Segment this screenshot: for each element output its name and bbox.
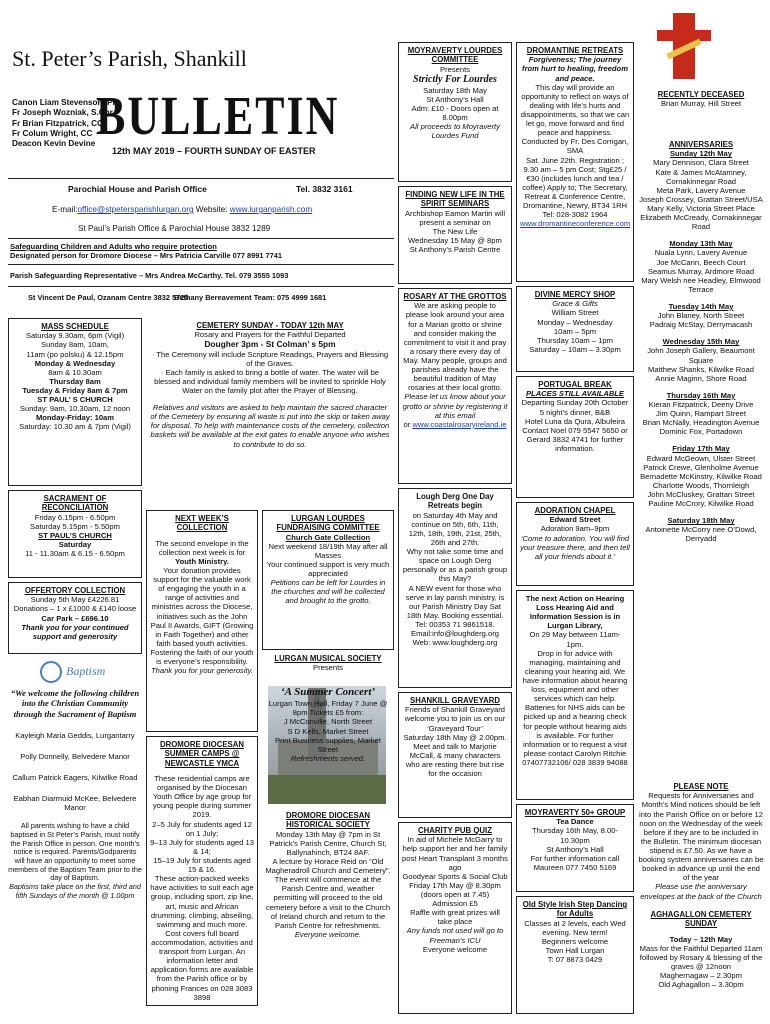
moyraverty-line: Adm: £10 - Doors open at 8.00pm (411, 104, 499, 123)
adoration-line: Adoration 9am–9pm (540, 524, 610, 534)
mass-line: Sunday: 9am, 10.30am, 12 noon (19, 404, 131, 414)
anniversary-name: John Blaney, North Street (657, 311, 745, 321)
quiz-title: CHARITY PUB QUIZ (418, 826, 492, 835)
offertory (8, 582, 142, 654)
moyraverty-line: Saturday 18th May (423, 85, 487, 95)
step-title: Old Style Irish Step Dancing for Adults (522, 900, 628, 919)
aghagallon-day: Today – 12th May (669, 934, 733, 944)
divine-mercy-line: Grace & Gifts (552, 299, 598, 309)
rosary-note: Please let us know about your grotto or shrine by registering it at this email (402, 392, 508, 420)
moyraverty-title: MOYRAVERTY LOURDES COMMITTEE (407, 46, 503, 65)
divine-mercy-line: William Street (551, 308, 599, 318)
offertory-line: Thank you for your continued support and generosity (21, 622, 129, 641)
graveyard-line: Saturday 18th May @ 2.00pm. (403, 732, 507, 742)
baptism-info: All parents wishing to have a child baptised in St Peter’s Parish, must notify the Parish Office in person. One month’s notice is required. Parents/Godparents will have an opportunity to meet some members of the Baptism Team prior to the day of Baptism. (8, 821, 142, 883)
anniversary-name: Mary Welsh nee Headley, Elmwood Terrace (641, 275, 761, 294)
hearing-line: On 29 May between 11am- 1pm. (529, 630, 621, 649)
quiz-line: Any funds not used will go to Freeman’s ICU (406, 926, 504, 945)
website-label: Website: (195, 205, 228, 214)
anniversaries (638, 140, 764, 544)
office-contacts (52, 205, 312, 215)
reconciliation-line: 11 - 11.30am & 6.15 - 6.50pm (25, 549, 125, 559)
baptism-name: Kayleigh Maria Geddis, Lurgantarry (15, 730, 135, 740)
lough-derg (398, 488, 512, 688)
adoration-title: ADORATION CHAPEL (534, 506, 616, 515)
deceased-name: Brian Murray, Hill Street (660, 99, 742, 109)
anniversaries-title: ANNIVERSARIES (668, 140, 734, 149)
group-50-line: For further information call (530, 853, 620, 863)
reconciliation-line: Saturday (58, 540, 92, 550)
collection-line: The second envelope in the collection next week is for (155, 538, 249, 557)
musical-line: Lurgan Town Hall, Friday 7 June @ 8pm Tickets £5 from: (268, 699, 388, 718)
reconciliation-line: Saturday 5.15pm - 5.50pm (30, 521, 120, 531)
anniversary-name: John Joseph Gallery, Beaumont Square (647, 346, 755, 365)
anniversary-name: Patrick Crewe, Glenholme Avenue (643, 462, 759, 472)
group-50-line: Thursday 16th May, 8.00-10.30pm (532, 826, 618, 845)
dromantine-details: Sat. June 22th. Registration ; 9.30 am – 5 pm Cost; Stg£25 / €30 (includes lunch and tea / coffee) Apply to; The Secretary, Retreat & Conference Centre, Dromantine, Newry, BT34 1RH Tel: 028-3082 1964 (522, 155, 628, 220)
musical-line: S D Kells, Market Street (287, 726, 369, 736)
offertory-title: OFFERTORY COLLECTION (24, 586, 126, 595)
parish-title: St. Peter’s Parish, Shankill (12, 46, 247, 71)
baptism-name: Callum Patrick Eagers, Kilwilke Road (12, 773, 138, 783)
group-50-subtitle: Tea Dance (556, 817, 594, 827)
cemetery-title: CEMETERY SUNDAY - TODAY 12th MAY (196, 321, 344, 330)
adoration-line: ‘Come to adoration. You will find your treasure there, and then tell all your friends about it.’ (520, 533, 630, 561)
lough-derg-line: A NEW event for those who serve in lay parish ministry, is our Parish Ministry Day Sat 18th May. Booking essential. Tel: 00353 71 9861518. Email:info@loughderg.org Web: www.loughderg.org (405, 583, 505, 648)
anniversary-name: Edward McGeown, Ulster Street (646, 453, 756, 463)
graveyard-line: Friends of Shankill Graveyard welcome you to join us on our ‘Graveyard Tour’ (404, 705, 506, 733)
musical-line: Refreshments served. (290, 753, 366, 763)
hearing-line: Batteries for NHS aids can be picked up and a hearing check for people without hearing aids is available. For further information or to request a visit please contact Carolyn Ritchie 07407732106/ 028 3839 94088 (522, 703, 628, 767)
musical-society (262, 654, 394, 672)
anniversary-name: Pauline McCrory, Kilwilke Road (648, 499, 754, 509)
lourdes-line: Next weekend 18/19th May after all Masses (268, 541, 388, 560)
mass-line: 11am (po polsku) & 12.15pm (26, 349, 124, 359)
email-link[interactable]: office@stpetersparishlurgan.org (77, 205, 194, 214)
anniversary-day: Saturday 18th May (667, 516, 735, 526)
lough-derg-line: on Saturday 4th May and continue on 5th, 6th, 11th, 12th, 18th, 19th, 21st, 25th, 26th and 27th. (408, 510, 502, 548)
clergy-name: Canon Liam Stevenson, PP (12, 98, 119, 107)
baptism-name: Polly Donnelly, Belvedere Manor (20, 752, 130, 762)
anniversary-name: Bernadette McKinstry, Kilwilke Road (640, 471, 762, 481)
shankill-graveyard (398, 692, 512, 818)
please-note-title: PLEASE NOTE (673, 782, 729, 791)
baptism-welcome: “We welcome the following children into the Christian Community through the Sacrament of Baptism (10, 688, 140, 719)
rosary-email-link[interactable]: www.coastalrosaryireland.ie (412, 419, 507, 429)
office-label: Parochial House and Parish Office (68, 184, 207, 194)
dromantine-retreats (516, 42, 634, 282)
rosary-text: We are asking people to please look around your area for a Marian grotto or shrine and consider making the commitment to visit it and pray a rosary there every day of May. Many people, groups and parishes already have the beautiful tradition of May rosaries at their local grotto. (403, 301, 507, 393)
summer-camps-title: DROMORE DIOCESAN SUMMER CAMPS @ NEWCASTLE YMCA (159, 740, 245, 768)
mass-line: Sunday 8am, 10am, (41, 340, 109, 350)
mass-line: Tuesday & Friday 8am & 7pm (22, 386, 128, 395)
seminars-line: St Anthony’s Parish Centre (409, 245, 501, 255)
anniversary-name: John McCluskey, Grattan Street (647, 489, 755, 499)
anniversary-name: Brian McNally, Headington Avenue (642, 418, 760, 428)
historical-title: DROMORE DIOCESAN HISTORICAL SOCIETY (285, 811, 371, 830)
clergy-list (12, 98, 118, 149)
adoration-chapel (516, 502, 634, 586)
st-pauls-office: St Paul’s Parish Office & Parochial House 3832 1289 (78, 224, 271, 233)
aghagallon-line: Mass for the Faithful Departed 11am followed by Rosary & blessing of the graves @ 12noon (639, 943, 763, 972)
musical-presents: Presents (313, 663, 343, 673)
mass-line: Saturday 9.30am, 6pm (Vigil) (25, 331, 125, 341)
irish-step-dancing (516, 896, 634, 1014)
historical-line: A lecture by Horace Reid on “Old Magheradroll Church and Cemetery”. (265, 857, 391, 876)
collection-line: Thank you for your generosity. (150, 666, 253, 676)
baptism-icon (40, 661, 62, 683)
baptism-logo-text: Baptism (66, 664, 106, 678)
camps-line: 9–13 July for students aged 13 & 14; (150, 837, 254, 856)
anniversary-day: Friday 17th May (672, 444, 730, 454)
moyraverty-lourdes (398, 42, 512, 182)
anniversary-day: Monday 13th May (669, 239, 733, 249)
next-collection-title: NEXT WEEK’S COLLECTION (175, 514, 229, 533)
step-line: Beginners welcome (541, 936, 609, 946)
dromantine-text: This day will provide an opportunity to reflect on ways of dealing with life’s hurts and disappointments, so that we can let go, move forward and find peace and happiness. Conducted by Fr. Des Corrigan, SMA (520, 82, 630, 156)
mass-line: Thursday 8am (49, 376, 101, 386)
divine-mercy-line: Saturday – 10am – 3.30pm (529, 344, 621, 354)
please-note-text: Requests for Anniversaries and Month’s Mind notices should be left into the Parish Office on or before 12 noon on the Wednesday of the week before if they are to be included in the Bulletin. The minimum diocesan stipend is £7.50. As we have a booking system anniversaries can be booked in advance up until the end of the year (638, 791, 764, 883)
lourdes-fundraising (262, 510, 394, 650)
clergy-name: Fr Joseph Wozniak, S.Chr (12, 108, 113, 118)
moyraverty-line: All proceeds to Moyraverty Lourdes Fund (410, 122, 500, 141)
rosary-email-prefix: or (403, 419, 411, 429)
quiz-line: Friday 17th May @ 8.30pm (doors open at 7.45) (409, 880, 501, 899)
camps-line: 15–19 July for students aged 15 & 16. (153, 856, 251, 875)
anniversary-name: Charlotte Woods, Thornleigh (652, 480, 750, 490)
camps-line: These residential camps are organised by the Diocesan Youth Office by age group for young people during summer 2019. (152, 774, 252, 820)
anniversary-day: Sunday 12th May (669, 149, 733, 159)
anniversary-day: Tuesday 14th May (668, 301, 734, 311)
quiz-line: Goodyear Sports & Social Club (402, 871, 508, 881)
clergy-name: Deacon Kevin Devine (12, 139, 96, 148)
historical-line: Monday 13th May @ 7pm in St Patrick’s Parish Centre, Church St, Ballynahinch, BT24 8AF. (269, 829, 387, 857)
cemetery-line: Rosary and Prayers for the Faithful Departed (194, 330, 346, 340)
aghagallon-line: Old Aghagallon – 3.30pm (658, 980, 744, 990)
anniversary-name: Seamus Murray, Ardmore Road (647, 266, 755, 276)
lourdes-title: LURGAN LOURDES FUNDRAISING COMMITTEE (276, 514, 380, 533)
aghagallon-line: Maghernagaw – 2.30pm (660, 971, 742, 981)
anniversary-name: Kieran Fitzpatrick, Deeny Drive (648, 399, 754, 409)
mass-line: ST PAUL’ S CHURCH (37, 395, 113, 405)
divine-mercy-title: DIVINE MERCY SHOP (534, 290, 616, 299)
dromantine-website-link[interactable]: www.dromantineconference.com (520, 219, 631, 229)
group-50-line: Maureen 077 7450 5169 (533, 862, 617, 872)
step-line: T: 07 8873 0429 (547, 955, 603, 965)
spirit-seminars (398, 186, 512, 284)
graveyard-title: SHANKILL GRAVEYARD (410, 696, 500, 705)
safeguarding-title: Safeguarding Children and Adults who require protection (10, 242, 217, 251)
portugal-line: Hotel Luna da Qura, Albufeira (524, 416, 626, 426)
clergy-name: Fr Colum Wright, CC (12, 128, 93, 138)
offertory-line: Sunday 5th May £4226.81 (30, 595, 120, 605)
historical-line: Everyone welcome. (294, 929, 362, 939)
anniversary-name: Jim Quinn, Rampart Street (656, 409, 746, 419)
anniversary-name: Joe McCann, Beech Court (656, 257, 746, 267)
musical-line: J McConville, North Street (283, 717, 373, 727)
moyraverty-show: Strictly For Lourdes (413, 73, 497, 85)
anniversary-name: Joseph Crossey, Grattan Street/USA (639, 194, 763, 204)
anniversary-name: Mary Kelly, Victoria Street Place (647, 204, 755, 213)
divine-mercy-line: 10am – 5pm (553, 326, 597, 336)
historical-line: The event will commence at the Parish Centre and, weather permitting will proceed to the old cemetery before a visit to the Church of Ireland church and return to the Parish Centre for refreshments. (265, 875, 391, 930)
graveyard-line: Meet and talk to Marjorie McCall, & many characters who are resting there but rise for the occasion (405, 741, 505, 779)
please-note (638, 782, 764, 901)
divine-mercy-shop (516, 286, 634, 372)
group-50-title: MOYRAVERTY 50+ GROUP (524, 808, 626, 817)
historical-society (262, 808, 394, 1006)
anniversary-name: Mary Dennison, Clara Street (653, 158, 749, 168)
step-line: Classes at 2 levels, each Wed evening. New term! (524, 918, 626, 937)
anniversary-name: Antoinette McCorry nee O’Dowd, Derryadd (645, 525, 757, 544)
aghagallon-title: AGHAGALLON CEMETERY SUNDAY (650, 910, 752, 929)
mass-line: Saturday: 10.30 am & 7pm (Vigil) (19, 422, 131, 432)
lourdes-subtitle: Church Gate Collection (285, 532, 371, 542)
portugal-title: PORTUGAL BREAK (538, 380, 612, 389)
reconciliation-line: Friday 6.15pm - 6.50pm (34, 512, 116, 522)
musical-line: Print Business supplies, Market Street (275, 735, 381, 754)
camps-line: These action-packed weeks have activities to suit each age group, including sport, zip line, art, music and African drumming, climbing, abseiling, swimming and much more. Cost covers full board accommodation, activities and transport from Lurgan. An information letter and application forms are available from the Parish office or by phoning Frances on 028 3083 3898 (150, 874, 254, 1002)
designated-person: Designated person for Dromore Diocese – Mrs Patricia Carville 077 8991 7741 (10, 251, 282, 260)
cemetery-line: Dougher 3pm - St Colman’ s 5pm (204, 339, 336, 350)
lourdes-line: Petitions can be left for Lourdes in the churches and will be collected and brought to the grotto. (270, 578, 386, 606)
reconciliation-line: ST PAUL’S CHURCH (38, 530, 112, 540)
mass-line: 8am & 10.30am (48, 367, 102, 377)
cemetery-sunday (146, 318, 394, 506)
portugal-subtitle: PLACES STILL AVAILABLE (525, 389, 625, 399)
lough-derg-line: Why not take some time and space on Lough Derg personally or as a parish group this May? (402, 547, 508, 584)
lough-derg-title: Lough Derg One Day Retreats begin (416, 492, 494, 511)
offertory-line: Car Park – £696.10 (41, 613, 109, 623)
mass-schedule (8, 318, 142, 486)
reconciliation (8, 490, 142, 578)
collection-line: Your donation provides support for the valuable work of engaging the youth in a range of activities and ministries across the Diocese, initiatives such as the John Paul II Awards, GIFT (Growing in Faith Together) and other faith based youth activities. Fostering the faith of our youth is everyone’s responsibility. (150, 566, 254, 667)
rosary-title: ROSARY AT THE GROTTOS (403, 292, 507, 301)
anniversary-name: Annie Maginn, Shore Road (655, 373, 747, 383)
reconciliation-title: SACRAMENT OF RECONCILIATION (41, 494, 109, 513)
parish-rep: Parish Safeguarding Representative – Mrs Andrea McCarthy. Tel. 079 3555 1093 (10, 271, 289, 280)
musical-show-container (266, 686, 390, 763)
seminars-line: Archbishop Eamon Martin will present a seminar on (404, 208, 506, 227)
musical-show: ‘A Summer Concert’ (280, 686, 376, 698)
seminars-line: Wednesday 15 May @ 8pm (408, 236, 502, 246)
svp: St Vincent De Paul, Ozanam Centre 3832 5725 (28, 293, 189, 302)
divine-mercy-line: Thursday 10am – 1pm (537, 335, 613, 345)
cemetery-line: · The Ceremony will include Scripture Readings, Prayers and Blessing of the Graves. (151, 349, 389, 368)
anniversary-name: Meta Park, Lavery Avenue (656, 185, 746, 195)
portugal-line: 5 night’s dinner, B&B (539, 407, 611, 417)
baptism-times: Baptisms take place on the first, third and fifth Sundays of the month @ 1.00pm (9, 881, 141, 900)
anniversary-day: Wednesday 15th May (662, 337, 740, 347)
portugal-line: Contact Noel 079 5547 5650 or Gerard 3832 4741 for further information. (522, 425, 628, 453)
date-line: 12th MAY 2019 – FOURTH SUNDAY OF EASTER (112, 146, 316, 156)
adoration-subtitle: Edward Street (549, 515, 601, 525)
camps-line: 2–5 July for students aged 12 on 1 July; (152, 819, 252, 838)
mass-schedule-title: MASS SCHEDULE (41, 322, 109, 331)
portugal-break (516, 376, 634, 498)
next-week-collection (146, 510, 258, 732)
bereavement: Bethany Bereavement Team: 075 4999 1681 (174, 293, 327, 302)
trees (268, 775, 386, 804)
baptism-name: Eabhan Diarmuid McKee, Belvedere Manor (13, 794, 137, 813)
charity-quiz (398, 822, 512, 1014)
moyraverty-line: St Anthony’s Hall (426, 94, 484, 104)
summer-camps (146, 736, 258, 1006)
anniversary-name: Nuala Lynn, Lavery Avenue (654, 248, 748, 258)
anniversary-name: Kate & James McAtamney, Cornakinnegar Road (655, 167, 747, 186)
hearing-title: The next Action on Hearing Loss Hearing Aid and Information Session is in Lurgan Library, (525, 594, 625, 631)
group-50-line: St Anthony’s Hall (546, 844, 604, 854)
baptism-section (8, 688, 142, 900)
moyraverty-presents: Presents (440, 64, 470, 74)
anniversary-day: Thursday 16th May (666, 390, 736, 400)
offertory-line: Donations – 1 x £1000 & £140 loose (13, 604, 137, 614)
rosary-grottos (398, 288, 512, 484)
cemetery-note: Relatives and visitors are asked to help maintain the sacred character of the Cemetery by ensuring all waste is put into the skip or taken away for disposal. To help with maintenance costs of the cemetery, collection baskets will be available at the exit gates to enable anyone who wishes to contribute to do so. (150, 403, 390, 449)
clergy-name: Fr Brian Fitzpatrick, CC (12, 118, 103, 128)
recently-deceased (638, 90, 764, 108)
email-label: E-mail: (52, 205, 78, 214)
step-line: Town Hall Lurgan (545, 946, 605, 956)
quiz-line: Admission £5 (432, 899, 478, 909)
hearing-line: Drop in for advice with managing, maintaining and cleaning your hearing aid. We have information about hearing loss, equipment and other services which can help. (522, 648, 628, 704)
portugal-line: Departing Sunday 20th October (521, 398, 629, 408)
anniversary-name: Dominic Fox, Portadown (659, 427, 743, 437)
seminars-line: The New Life (432, 226, 478, 236)
website-link[interactable]: www.lurganparish.com (229, 205, 313, 214)
hearing-loss (516, 590, 634, 800)
moyraverty-50-group (516, 804, 634, 892)
quiz-line: Raffle with great prizes will take place (410, 908, 500, 927)
please-note-italic: Please use the anniversary envelopes at the back of the Church (640, 882, 762, 901)
collection-line: Youth Ministry. (175, 556, 229, 566)
anniversary-name: Padraig McStay, Derrymacash (649, 320, 753, 330)
dromantine-subtitle: Forgiveness; The journey from hurt to healing, freedom and peace. (522, 55, 628, 83)
quiz-line: Everyone welcome (422, 944, 488, 954)
cross-bar (657, 30, 711, 41)
deceased-title: RECENTLY DECEASED (657, 90, 745, 99)
lourdes-line: Your continued support is very much appreciated (266, 560, 390, 579)
seminars-title: FINDING NEW LIFE IN THE SPIRIT SEMINARS (405, 190, 505, 209)
cemetery-line: · Each family is asked to bring a bottle of water. The water will be blessed and individual family members will be invited to sprinkle Holy Water on the family plot after the Prayer of Blessing. (154, 367, 386, 395)
quiz-line: In aid of Michele McGarry to help support her and her family post Heart Transplant 3 months ago (402, 835, 508, 872)
anniversary-name: Elizabeth McCready, Cornakinnegar Road (640, 213, 762, 232)
office-tel: Tel. 3832 3161 (296, 184, 353, 194)
mass-line: Monday & Wednesday (34, 358, 116, 368)
bulletin-title: BULLETIN (96, 85, 340, 147)
dromantine-title: DROMANTINE RETREATS (526, 46, 624, 55)
aghagallon-cemetery (638, 910, 764, 989)
divine-mercy-line: Monday – Wednesday (537, 317, 613, 327)
musical-title: LURGAN MUSICAL SOCIETY (274, 654, 382, 663)
anniversary-name: Matthew Shanks, Kilwilke Road (648, 364, 754, 374)
mass-line: Monday-Friday: 10am (35, 413, 115, 423)
